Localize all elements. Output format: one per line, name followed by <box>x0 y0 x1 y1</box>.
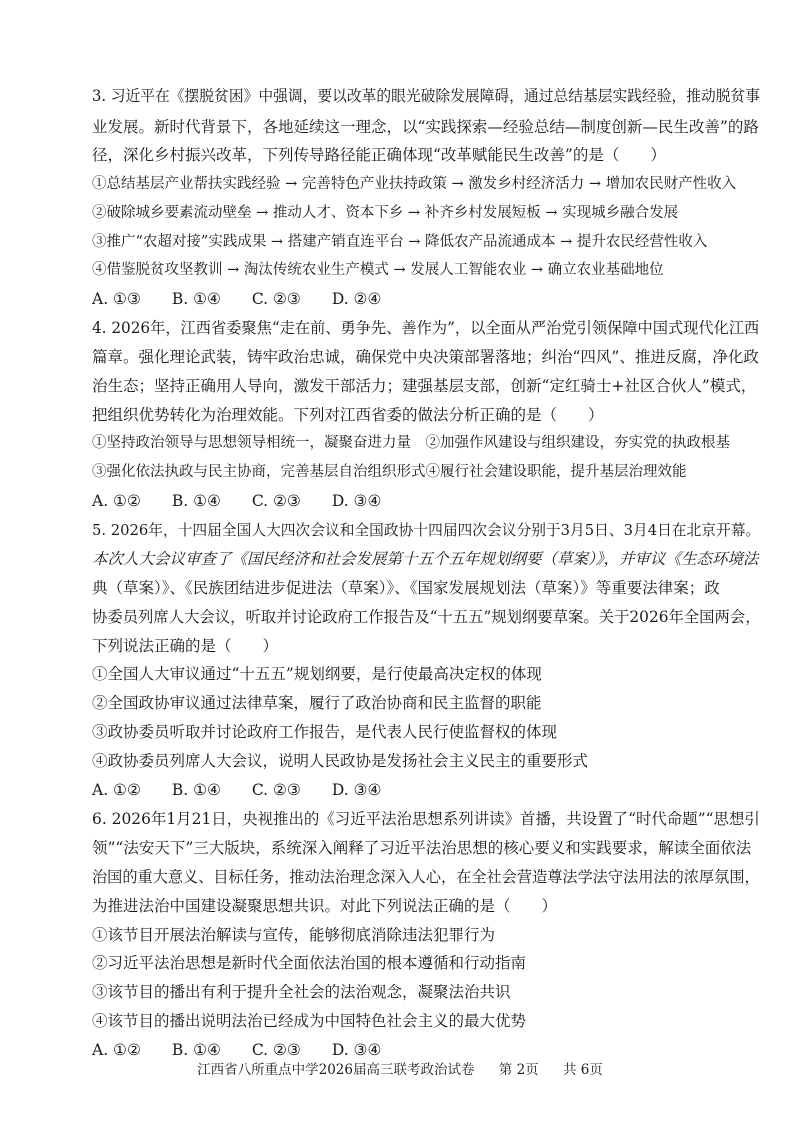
footer-page-number: 第 2页 <box>498 1062 539 1078</box>
question-4-stem-line-4: 把组织优势转化为治理效能。下列对江西省委的做法分析正确的是（ ） <box>92 406 604 424</box>
question-3-stem-line-3: 径，深化乡村振兴改革，下列传导路径能正确体现“改革赋能民生改善”的是（ ） <box>92 146 666 164</box>
question-6-item-2: ②习近平法治思想是新时代全面依法治国的根本遵循和行动指南 <box>92 954 527 972</box>
question-5-stem-line-1: 5. 2026年，十四届全国人大四次会议和全国政协十四届四次会议分别于3月5日、3月4日在北京开幕。 <box>92 521 761 539</box>
question-6-stem-line-1: 6. 2026年1月21日，央视推出的《习近平法治思想系列讲读》首播，共设置了“时代命题”“思想引 <box>92 810 760 828</box>
question-3-item-1: ①总结基层产业帮扶实践经验 → 完善特色产业扶持政策 → 激发乡村经济活力 → 增加农民财产性收入 <box>92 176 737 192</box>
question-4-stem-line-2: 篇章。强化理论武装，铸牢政治忠诚，确保党中央决策部署落地；纠治“四风”、推进反腐，净化政 <box>92 348 759 366</box>
question-6-item-1: ①该节目开展法治解读与宣传，能够彻底消除违法犯罪行为 <box>92 926 496 944</box>
question-5-stem-line-2: 本次人大会议审查了《国民经济和社会发展第十五个五年规划纲要（草案）》，并审议《生态环境法 <box>92 550 759 568</box>
question-5-item-3: ③政协委员听取并讨论政府工作报告，是代表人民行使监督权的体现 <box>92 723 558 741</box>
question-3-item-4: ④借鉴脱贫攻坚教训 → 淘汰传统农业生产模式 → 发展人工智能农业 → 确立农业基础地位 <box>92 262 664 278</box>
question-5-item-2: ②全国政协审议通过法律草案，履行了政治协商和民主监督的职能 <box>92 694 542 712</box>
footer-page-total: 共 6页 <box>562 1062 603 1078</box>
question-3-stem-line-2: 业发展。新时代背景下，各地延续这一理念，以“实践探索—经验总结—制度创新—民生改善”的路 <box>92 118 759 136</box>
question-4-stem-line-3: 治生态；坚持正确用人导向，激发干部活力；建强基层支部，创新“定红骑士+社区合伙人”模式， <box>92 377 757 395</box>
question-5-item-4: ④政协委员列席人大会议，说明人民政协是发扬社会主义民主的重要形式 <box>92 752 589 770</box>
question-5-stem-line-4: 协委员列席人大会议，听取并讨论政府工作报告及“十五五”规划纲要草案。关于2026年全国两会， <box>92 608 761 626</box>
question-6-options: A. ①② B. ①④ C. ②③ D. ③④ <box>92 1041 382 1059</box>
footer-exam-title: 江西省八所重点中学2026届高三联考政治试卷 <box>197 1062 475 1078</box>
question-3-item-2: ②破除城乡要素流动壁垒 → 推动人才、资本下乡 → 补齐乡村发展短板 → 实现城乡融合发展 <box>92 205 679 221</box>
question-6-item-4: ④该节目的播出说明法治已经成为中国特色社会主义的最大优势 <box>92 1012 527 1030</box>
question-5-stem-line-3: 典（草案）》、《民族团结进步促进法（草案）》、《国家发展规划法（草案）》等重要法律案；政 <box>92 579 720 597</box>
question-4-item-row-2: ③强化依法执政与民主协商，完善基层自治组织形式④履行社会建设职能，提升基层治理效能 <box>92 464 687 480</box>
question-3-options: A. ①③ B. ①④ C. ②③ D. ②④ <box>92 290 382 308</box>
question-6-stem-line-2: 领”“法安天下”三大版块，系统深入阐释了习近平法治思想的核心要义和实践要求，解读全面依法 <box>92 839 752 857</box>
question-4-options: A. ①② B. ①④ C. ②③ D. ③④ <box>92 492 382 510</box>
question-5-stem-line-5: 下列说法正确的是（ ） <box>92 637 279 655</box>
question-5-item-1: ①全国人大审议通过“十五五”规划纲要，是行使最高决定权的体现 <box>92 665 542 683</box>
question-3-item-3: ③推广“农超对接”实践成果 → 搭建产销直连平台 → 降低农产品流通成本 → 提升农民经营性收入 <box>92 234 708 250</box>
question-5-options: A. ①② B. ①④ C. ②③ D. ③④ <box>92 781 382 799</box>
question-6-stem-line-4: 为推进法治中国建设凝聚思想共识。对此下列说法正确的是（ ） <box>92 897 558 915</box>
question-4-item-row-1: ①坚持政治领导与思想领导相统一，凝聚奋进力量 ②加强作风建设与组织建设，夯实党的执政根基 <box>92 435 730 451</box>
question-4-stem-line-1: 4. 2026年，江西省委聚焦“走在前、勇争先、善作为”，以全面从严治党引领保障中国式现代化江西 <box>92 319 760 337</box>
page-footer <box>0 1058 800 1078</box>
question-3-stem-line-1: 3. 习近平在《摆脱贫困》中强调，要以改革的眼光破除发展障碍，通过总结基层实践经验，推动脱贫事 <box>92 87 761 105</box>
question-6-item-3: ③该节目的播出有利于提升全社会的法治观念，凝聚法治共识 <box>92 983 511 1001</box>
question-6-stem-line-3: 治国的重大意义、目标任务，推动法治理念深入人心，在全社会营造尊法学法守法用法的浓厚氛围， <box>92 868 760 886</box>
